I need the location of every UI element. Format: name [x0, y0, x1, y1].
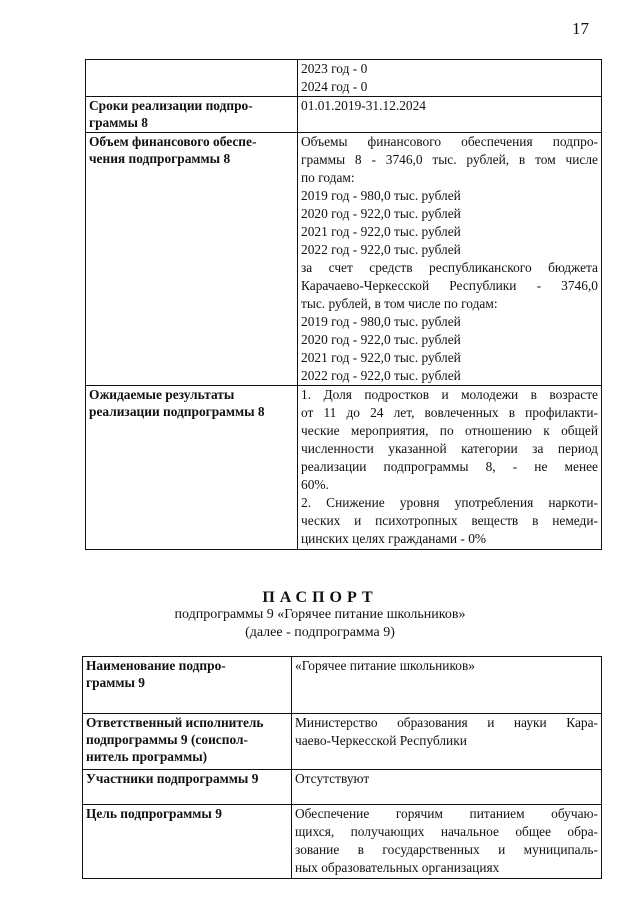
value-line: «Горячее питание школьников» [295, 658, 476, 673]
value-line: Министерство образования и науки Кара- [295, 715, 598, 730]
value-line: 2024 год - 0 [301, 79, 368, 94]
row-value [292, 657, 602, 714]
row-label [86, 60, 298, 97]
label-line: Участники подпрограммы 9 [86, 771, 259, 786]
table-row [86, 60, 602, 97]
value-line: 2020 год - 922,0 тыс. рублей [301, 332, 461, 347]
value-line: 2021 год - 922,0 тыс. рублей [301, 350, 461, 365]
value-line: Обеспечение горячим питанием обучаю- [295, 806, 598, 821]
row-label [83, 770, 292, 805]
label-line: Наименование подпро- [86, 658, 226, 673]
label-line: Объем финансового обеспе- [89, 134, 257, 149]
value-line: по годам: [301, 170, 355, 185]
value-line: 2019 год - 980,0 тыс. рублей [301, 188, 461, 203]
row-label [86, 386, 298, 550]
value-line: Объемы финансового обеспечения подпро- [301, 134, 598, 149]
value-line: от 11 до 24 лет, вовлеченных в профилакти- [301, 405, 598, 420]
table-row [86, 386, 602, 550]
table-row [83, 714, 602, 770]
value-line: ческих и психотропных веществ в немеди- [301, 513, 598, 528]
value-line: 2020 год - 922,0 тыс. рублей [301, 206, 461, 221]
row-label [83, 714, 292, 770]
value-line: 2022 год - 922,0 тыс. рублей [301, 242, 461, 257]
row-value [298, 60, 602, 97]
label-line: реализации подпрограммы 8 [89, 404, 265, 419]
value-line: зование в государственных и муниципаль- [295, 842, 598, 857]
value-line: 2022 год - 922,0 тыс. рублей [301, 368, 461, 383]
row-label [83, 657, 292, 714]
value-line: 1. Доля подростков и молодежи в возрасте [301, 387, 598, 402]
label-line: нитель программы) [86, 749, 208, 764]
value-line: 2019 год - 980,0 тыс. рублей [301, 314, 461, 329]
value-line: за счет средств республиканского бюджета [301, 260, 598, 275]
row-value [298, 133, 602, 386]
value-line: 2. Снижение уровня употребления наркоти- [301, 495, 598, 510]
value-line: 60%. [301, 477, 329, 492]
label-line: Ожидаемые результаты [89, 387, 235, 402]
row-value [292, 714, 602, 770]
row-label [83, 805, 292, 879]
passport-title: ПАСПОРТ [262, 589, 378, 606]
label-line: чения подпрограммы 8 [89, 151, 231, 166]
label-line: Сроки реализации подпро- [89, 98, 253, 113]
value-line: тыс. рублей, в том числе по годам: [301, 296, 498, 311]
label-line: граммы 9 [86, 675, 145, 690]
passport-subtitle: подпрограммы 9 «Горячее питание школьников» [174, 607, 466, 622]
value-line: щихся, получающих начальное общее обра- [295, 824, 598, 839]
row-value [292, 770, 602, 805]
subprogram-8-table [85, 59, 602, 550]
value-line: реализации подпрограммы 8, - не менее [301, 459, 598, 474]
value-line: 2021 год - 922,0 тыс. рублей [301, 224, 461, 239]
value-line: чаево-Черкесской Республики [295, 733, 467, 748]
value-line: Карачаево-Черкесской Республики - 3746,0 [301, 278, 598, 293]
row-value [298, 386, 602, 550]
value-line: ческие мероприятия, по отношению к общей [301, 423, 598, 438]
value-line: ных образовательных организациях [295, 860, 500, 875]
table-row [83, 805, 602, 879]
value-line: 2023 год - 0 [301, 61, 368, 76]
label-line: подпрограммы 9 (соиспол- [86, 732, 248, 747]
value-line: граммы 8 - 3746,0 тыс. рублей, в том числе [301, 152, 598, 167]
subprogram-9-passport-table [82, 656, 602, 879]
label-line: граммы 8 [89, 115, 148, 130]
table-row [86, 133, 602, 386]
value-line: цинских целях гражданами - 0% [301, 531, 487, 546]
table-row [83, 770, 602, 805]
value-line: численности указанной категории за период [301, 441, 598, 456]
row-label [86, 133, 298, 386]
table-row [83, 657, 602, 714]
row-value [298, 97, 602, 133]
row-value [292, 805, 602, 879]
label-line: Цель подпрограммы 9 [86, 806, 222, 821]
value-line: 01.01.2019-31.12.2024 [301, 98, 426, 113]
value-line: Отсутствуют [295, 771, 370, 786]
table-row [86, 97, 602, 133]
page-number: 17 [572, 19, 589, 38]
passport-subtitle-note: (далее - подпрограмма 9) [245, 625, 395, 640]
row-label [86, 97, 298, 133]
label-line: Ответственный исполнитель [86, 715, 264, 730]
